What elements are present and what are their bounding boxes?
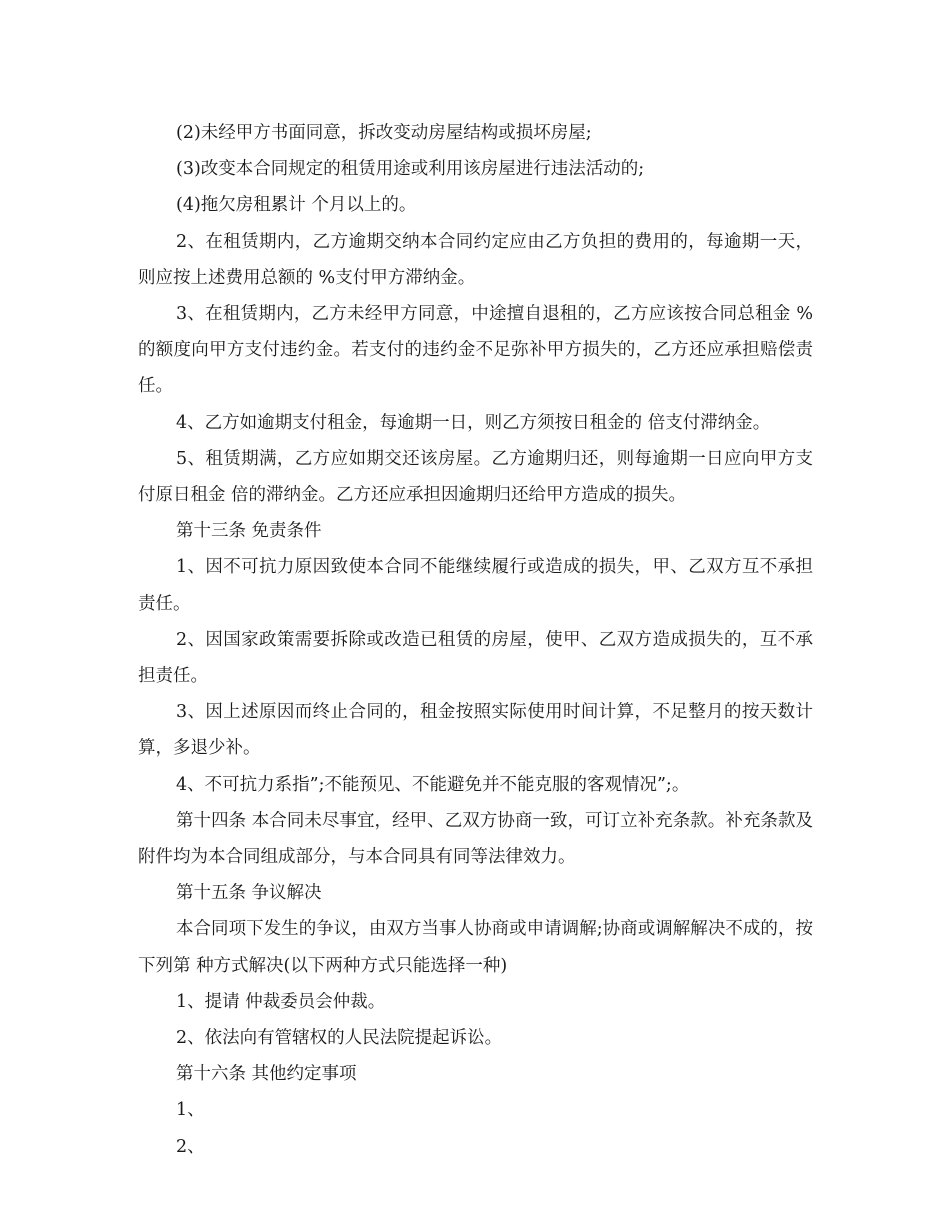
late-fee-paragraph: 2、在租赁期内，乙方逾期交纳本合同约定应由乙方负担的费用的，每逾期一天，则应按上述费用总额的 %支付甲方滞纳金。 xyxy=(138,231,813,288)
article-16-heading: 第十六条 其他约定事项 xyxy=(176,1064,357,1085)
other-item-2: 2、 xyxy=(176,1136,205,1157)
article-14-paragraph: 第十四条 本合同未尽事宜，经甲、乙双方协商一致，可订立补充条款。补充条款及附件均为本合同组成部分，与本合同具有同等法律效力。 xyxy=(138,810,813,868)
clause-item-4: (4)拖欠房租累计 个月以上的。 xyxy=(176,195,417,216)
rent-settlement-paragraph: 3、因上述原因而终止合同的，租金按照实际使用时间计算，不足整月的按天数计算，多退少补。 xyxy=(138,702,813,759)
force-majeure-paragraph: 1、因不可抗力原因致使本合同不能继续履行或造成的损失，甲、乙双方互不承担责任。 xyxy=(138,557,813,614)
dispute-paragraph: 本合同项下发生的争议，由双方当事人协商或申请调解;协商或调解解决不成的，按下列第 种方式解决(以下两种方式只能选择一种) xyxy=(138,919,813,976)
other-item-1: 1、 xyxy=(176,1100,205,1121)
litigation-option: 2、依法向有管辖权的人民法院提起诉讼。 xyxy=(176,1028,503,1049)
clause-item-3: (3)改变本合同规定的租赁用途或利用该房屋进行违法活动的; xyxy=(176,159,645,180)
lease-expiry-paragraph: 5、租赁期满，乙方应如期交还该房屋。乙方逾期归还，则每逾期一日应向甲方支付原日租金 倍的滞纳金。乙方还应承担因逾期归还给甲方造成的损失。 xyxy=(138,448,813,506)
article-15-heading: 第十五条 争议解决 xyxy=(176,883,322,904)
policy-demolition-paragraph: 2、因国家政策需要拆除或改造已租赁的房屋，使甲、乙双方造成损失的，互不承担责任。 xyxy=(138,629,813,687)
arbitration-option: 1、提请 仲裁委员会仲裁。 xyxy=(176,991,386,1012)
clause-item-2: (2)未经甲方书面同意，拆改变动房屋结构或损坏房屋; xyxy=(176,123,592,143)
late-rent-paragraph: 4、乙方如逾期支付租金，每逾期一日，则乙方须按日租金的 倍支付滞纳金。 xyxy=(176,412,771,433)
article-13-heading: 第十三条 免责条件 xyxy=(176,521,322,542)
force-majeure-definition: 4、不可抗力系指”;不能预见、不能避免并不能克服的客观情况”;。 xyxy=(176,774,690,795)
early-termination-paragraph: 3、在租赁期内，乙方未经甲方同意，中途擅自退租的，乙方应该按合同总租金 %的额度向甲方支付违约金。若支付的违约金不足弥补甲方损失的，乙方还应承担赔偿责任。 xyxy=(138,304,813,397)
document-body xyxy=(138,115,813,1165)
